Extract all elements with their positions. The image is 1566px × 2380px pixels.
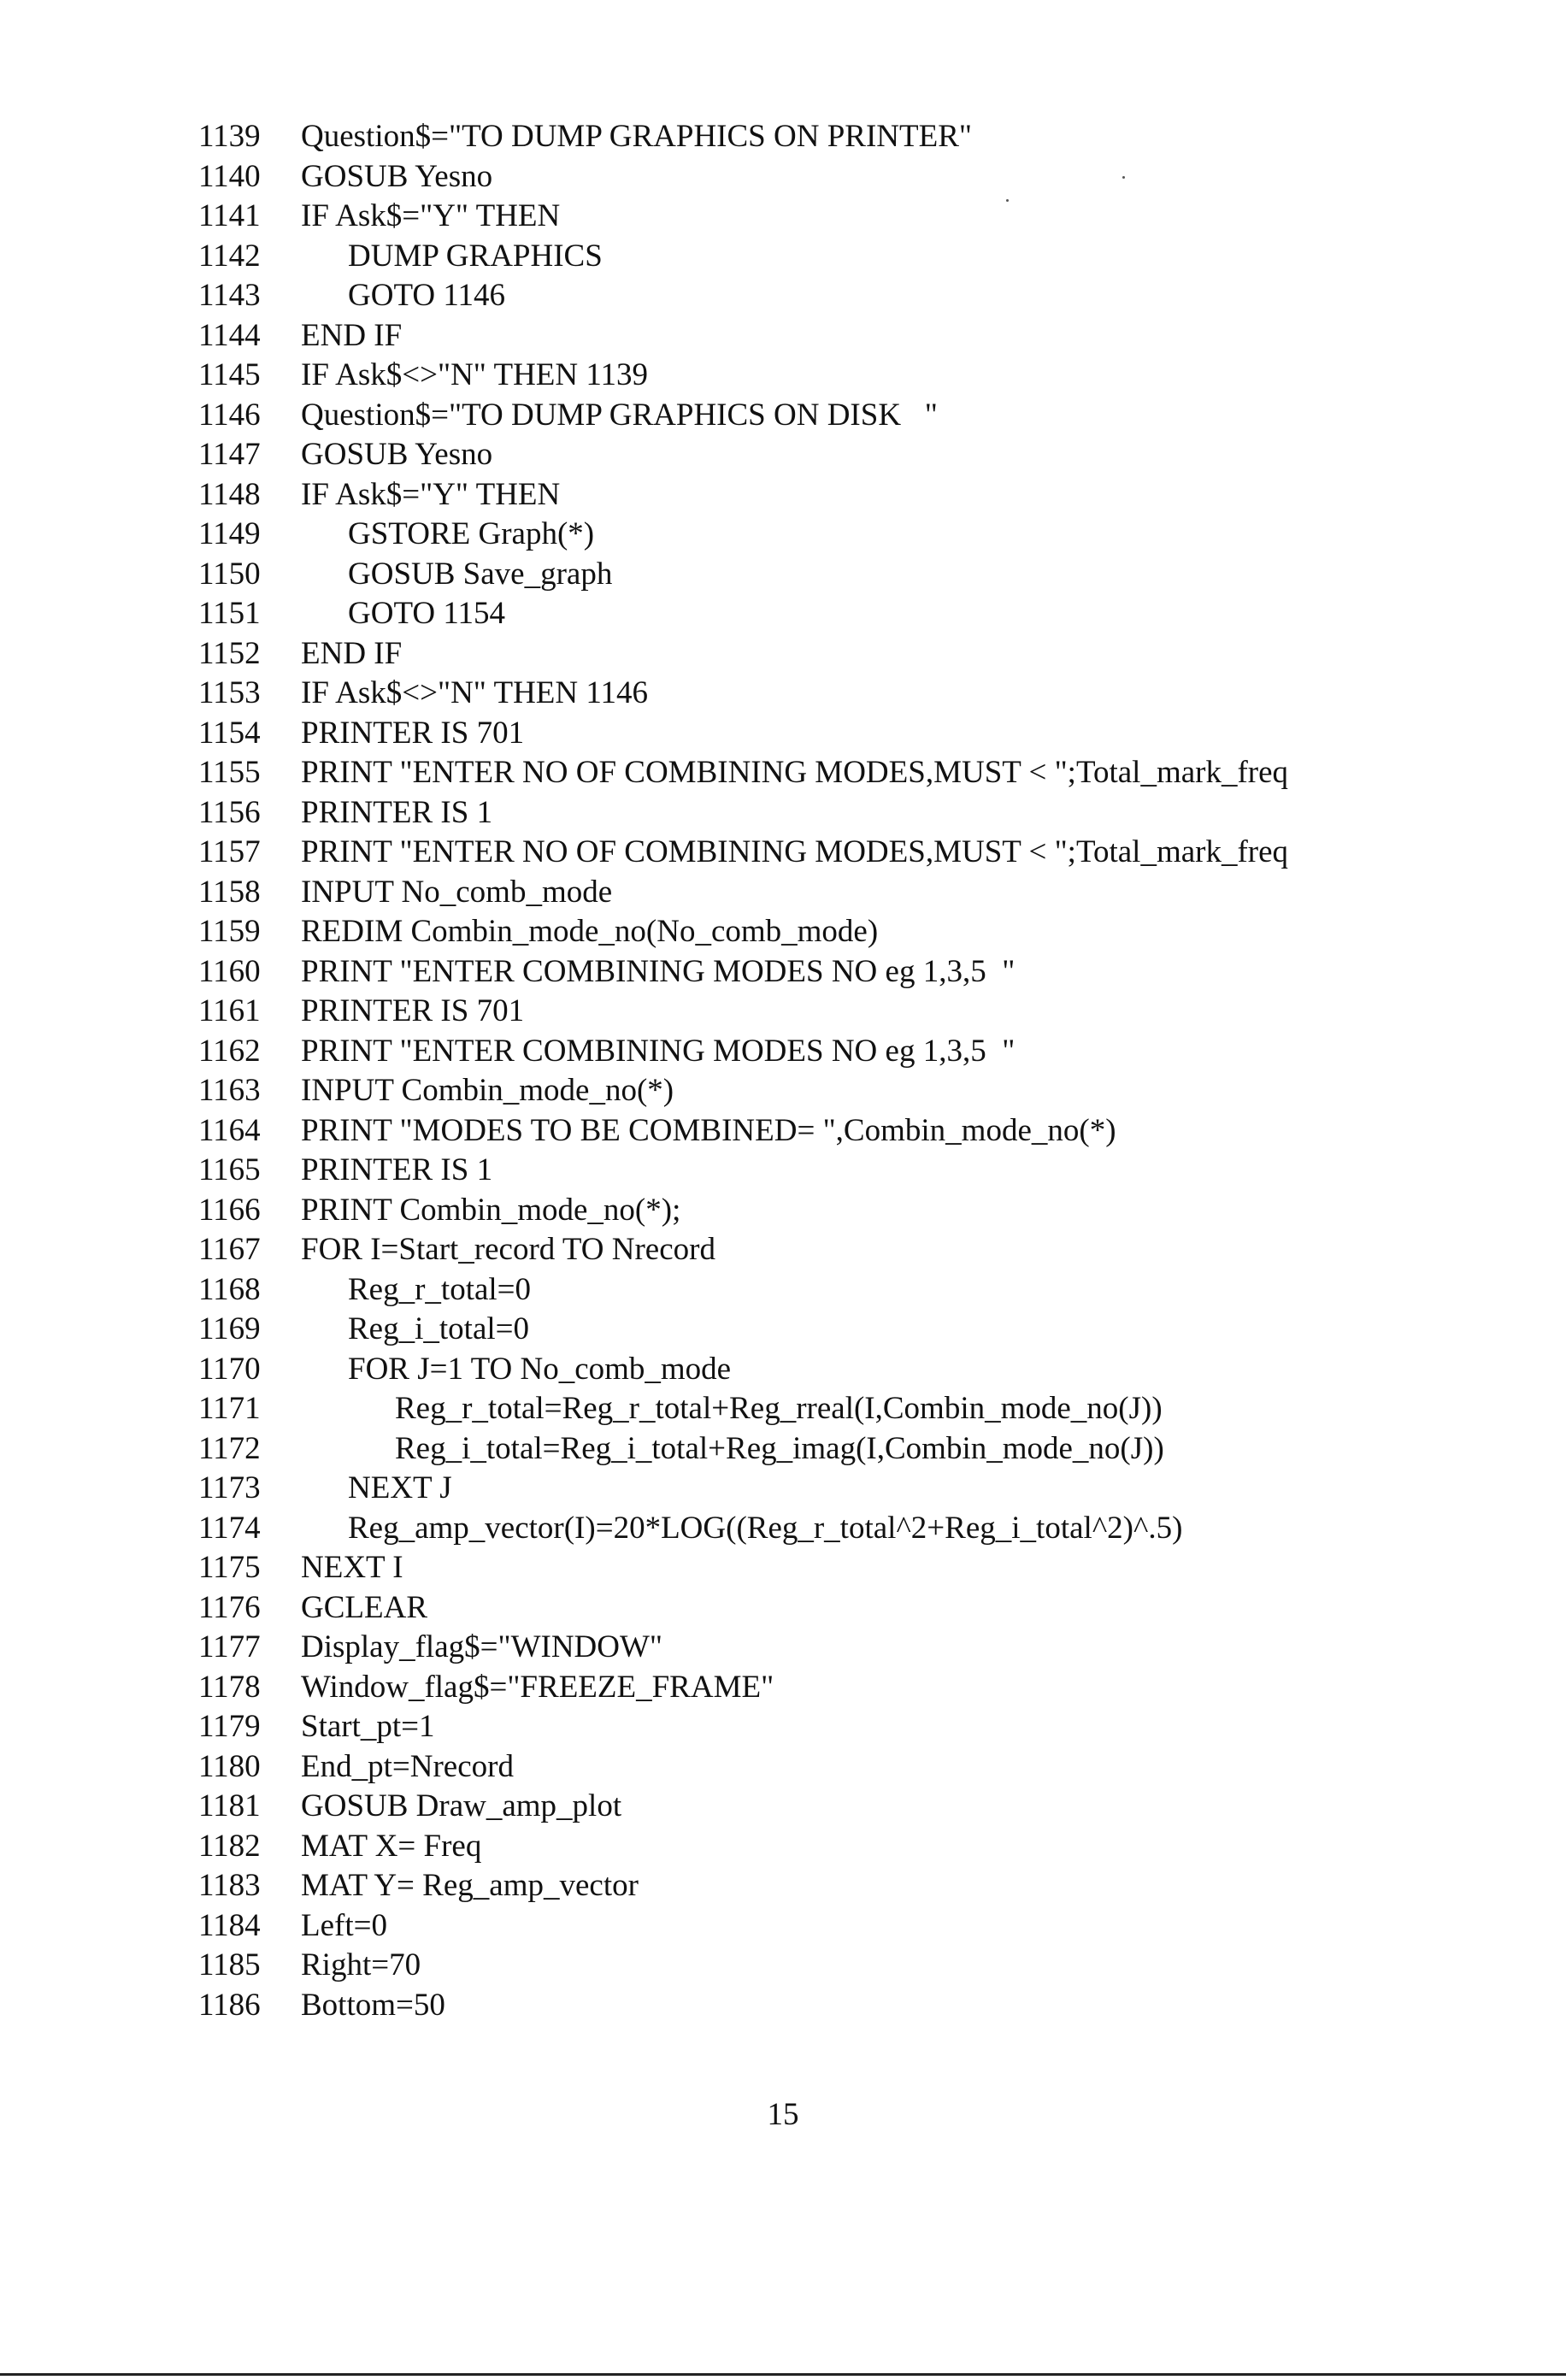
line-number: 1163 <box>198 1073 261 1108</box>
code-line <box>198 1707 1532 1747</box>
line-code: Start_pt=1 <box>301 1709 435 1744</box>
line-number: 1186 <box>198 1987 261 2023</box>
code-line <box>198 1787 1532 1827</box>
line-code: PRINTER IS 701 <box>301 993 525 1028</box>
code-line <box>198 1230 1532 1270</box>
code-line <box>198 1469 1532 1509</box>
line-code: FOR J=1 TO No_comb_mode <box>348 1351 732 1387</box>
code-line <box>198 1588 1532 1629</box>
code-line <box>198 1389 1532 1429</box>
line-number: 1153 <box>198 675 261 710</box>
line-code: PRINT "ENTER COMBINING MODES NO eg 1,3,5 " <box>301 953 1016 989</box>
line-number: 1142 <box>198 238 261 274</box>
line-code: GOTO 1154 <box>348 596 505 631</box>
line-number: 1167 <box>198 1232 261 1267</box>
code-line <box>198 1429 1532 1470</box>
line-code: FOR I=Start_record TO Nrecord <box>301 1232 715 1267</box>
code-line <box>198 674 1532 714</box>
code-line <box>198 237 1532 277</box>
line-number: 1151 <box>198 596 261 631</box>
code-line <box>198 316 1532 356</box>
line-code: IF Ask$<>"N" THEN 1139 <box>301 357 648 392</box>
line-code: END IF <box>301 635 403 671</box>
line-number: 1181 <box>198 1788 261 1823</box>
line-number: 1180 <box>198 1748 261 1784</box>
code-line <box>198 952 1532 993</box>
code-line <box>198 1866 1532 1906</box>
line-number: 1172 <box>198 1430 261 1466</box>
line-code: PRINTER IS 1 <box>301 794 493 830</box>
code-line <box>198 1191 1532 1231</box>
line-number: 1162 <box>198 1033 261 1069</box>
line-code: INPUT Combin_mode_no(*) <box>301 1073 674 1108</box>
line-number: 1170 <box>198 1351 261 1387</box>
line-code: GOSUB Draw_amp_plot <box>301 1788 622 1823</box>
line-number: 1155 <box>198 755 261 790</box>
line-number: 1159 <box>198 914 261 949</box>
code-line <box>198 475 1532 515</box>
code-line <box>198 1270 1532 1311</box>
line-number: 1145 <box>198 357 261 392</box>
page-number: 15 <box>767 2097 799 2132</box>
code-line <box>198 1509 1532 1549</box>
line-code: PRINTER IS 701 <box>301 715 525 751</box>
code-line <box>198 157 1532 197</box>
line-number: 1160 <box>198 953 261 989</box>
line-code: INPUT No_comb_mode <box>301 874 613 910</box>
code-line <box>198 833 1532 873</box>
code-line <box>198 1310 1532 1350</box>
code-line <box>198 1111 1532 1152</box>
line-number: 1179 <box>198 1709 261 1744</box>
line-number: 1175 <box>198 1550 261 1585</box>
line-number: 1154 <box>198 715 261 751</box>
code-line <box>198 1548 1532 1588</box>
line-number: 1174 <box>198 1510 261 1546</box>
line-code: PRINTER IS 1 <box>301 1152 493 1187</box>
line-code: Bottom=50 <box>301 1987 445 2023</box>
line-code: GOTO 1146 <box>348 278 505 313</box>
line-code: PRINT "ENTER NO OF COMBINING MODES,MUST < ";Total_mark_freq <box>301 755 1289 790</box>
scan-speck <box>1006 199 1009 202</box>
line-code: GOSUB Yesno <box>301 437 493 472</box>
line-code: GOSUB Save_graph <box>348 556 613 592</box>
code-line <box>198 515 1532 555</box>
line-code: IF Ask$<>"N" THEN 1146 <box>301 675 648 710</box>
line-number: 1173 <box>198 1470 261 1505</box>
line-number: 1150 <box>198 556 261 592</box>
line-code: Question$="TO DUMP GRAPHICS ON PRINTER" <box>301 119 972 154</box>
line-number: 1156 <box>198 794 261 830</box>
code-line <box>198 1668 1532 1708</box>
line-code: NEXT I <box>301 1550 403 1585</box>
line-code: PRINT "ENTER COMBINING MODES NO eg 1,3,5 " <box>301 1033 1016 1069</box>
line-number: 1178 <box>198 1669 261 1705</box>
line-number: 1139 <box>198 119 261 154</box>
code-line <box>198 1906 1532 1947</box>
line-code: MAT X= Freq <box>301 1828 482 1864</box>
line-number: 1176 <box>198 1589 261 1625</box>
code-line <box>198 912 1532 952</box>
line-number: 1149 <box>198 516 261 551</box>
line-code: DUMP GRAPHICS <box>348 238 603 274</box>
line-number: 1158 <box>198 874 261 910</box>
line-code: Question$="TO DUMP GRAPHICS ON DISK " <box>301 397 938 433</box>
code-line <box>198 1071 1532 1111</box>
code-line <box>198 1151 1532 1191</box>
code-line <box>198 1032 1532 1072</box>
line-code: MAT Y= Reg_amp_vector <box>301 1868 639 1903</box>
line-code: PRINT "ENTER NO OF COMBINING MODES,MUST < ";Total_mark_freq <box>301 834 1289 869</box>
code-line <box>198 435 1532 475</box>
line-code: GOSUB Yesno <box>301 158 493 194</box>
line-number: 1146 <box>198 397 261 433</box>
line-code: Left=0 <box>301 1907 387 1943</box>
code-line <box>198 117 1532 157</box>
line-number: 1143 <box>198 278 261 313</box>
code-line <box>198 1350 1532 1390</box>
code-line <box>198 276 1532 316</box>
line-code: REDIM Combin_mode_no(No_comb_mode) <box>301 914 879 949</box>
line-code: GCLEAR <box>301 1589 427 1625</box>
code-line <box>198 197 1532 237</box>
code-line <box>198 714 1532 754</box>
code-line <box>198 1986 1532 2026</box>
line-number: 1165 <box>198 1152 261 1187</box>
code-line <box>198 1747 1532 1788</box>
code-line <box>198 396 1532 436</box>
line-number: 1147 <box>198 437 261 472</box>
line-code: Reg_i_total=Reg_i_total+Reg_imag(I,Combin_mode_no(J)) <box>395 1430 1164 1466</box>
code-line <box>198 356 1532 396</box>
line-number: 1177 <box>198 1629 261 1664</box>
line-code: END IF <box>301 317 403 353</box>
line-number: 1157 <box>198 834 261 869</box>
code-line <box>198 1946 1532 1986</box>
line-code: PRINT Combin_mode_no(*); <box>301 1192 681 1228</box>
line-number: 1171 <box>198 1391 261 1426</box>
line-code: GSTORE Graph(*) <box>348 516 595 551</box>
code-line <box>198 793 1532 834</box>
line-number: 1164 <box>198 1112 261 1148</box>
line-number: 1168 <box>198 1271 261 1307</box>
line-number: 1161 <box>198 993 261 1028</box>
code-listing <box>198 117 1532 2025</box>
code-line <box>198 992 1532 1032</box>
line-number: 1141 <box>198 198 261 233</box>
line-code: Reg_amp_vector(I)=20*LOG((Reg_r_total^2+Reg_i_total^2)^.5) <box>348 1510 1183 1546</box>
code-line <box>198 634 1532 675</box>
line-code: Display_flag$="WINDOW" <box>301 1629 663 1664</box>
line-number: 1185 <box>198 1947 261 1982</box>
line-code: End_pt=Nrecord <box>301 1748 514 1784</box>
line-number: 1140 <box>198 158 261 194</box>
line-number: 1183 <box>198 1868 261 1903</box>
line-number: 1169 <box>198 1311 261 1346</box>
line-number: 1144 <box>198 317 261 353</box>
line-code: IF Ask$="Y" THEN <box>301 476 561 512</box>
page-bottom-rule <box>0 2373 1566 2376</box>
line-number: 1166 <box>198 1192 261 1228</box>
line-number: 1152 <box>198 635 261 671</box>
line-code: Reg_i_total=0 <box>348 1311 530 1346</box>
code-line <box>198 1628 1532 1668</box>
line-code: Reg_r_total=Reg_r_total+Reg_rreal(I,Combin_mode_no(J)) <box>395 1391 1163 1426</box>
code-line <box>198 873 1532 913</box>
line-code: Right=70 <box>301 1947 421 1982</box>
scan-speck <box>1122 176 1125 179</box>
line-code: IF Ask$="Y" THEN <box>301 198 561 233</box>
code-line <box>198 753 1532 793</box>
code-line <box>198 555 1532 595</box>
line-code: Reg_r_total=0 <box>348 1271 532 1307</box>
line-number: 1184 <box>198 1907 261 1943</box>
line-code: Window_flag$="FREEZE_FRAME" <box>301 1669 774 1705</box>
code-line <box>198 594 1532 634</box>
line-number: 1182 <box>198 1828 261 1864</box>
line-code: NEXT J <box>348 1470 452 1505</box>
code-line <box>198 1827 1532 1867</box>
line-number: 1148 <box>198 476 261 512</box>
line-code: PRINT "MODES TO BE COMBINED= ",Combin_mode_no(*) <box>301 1112 1116 1148</box>
